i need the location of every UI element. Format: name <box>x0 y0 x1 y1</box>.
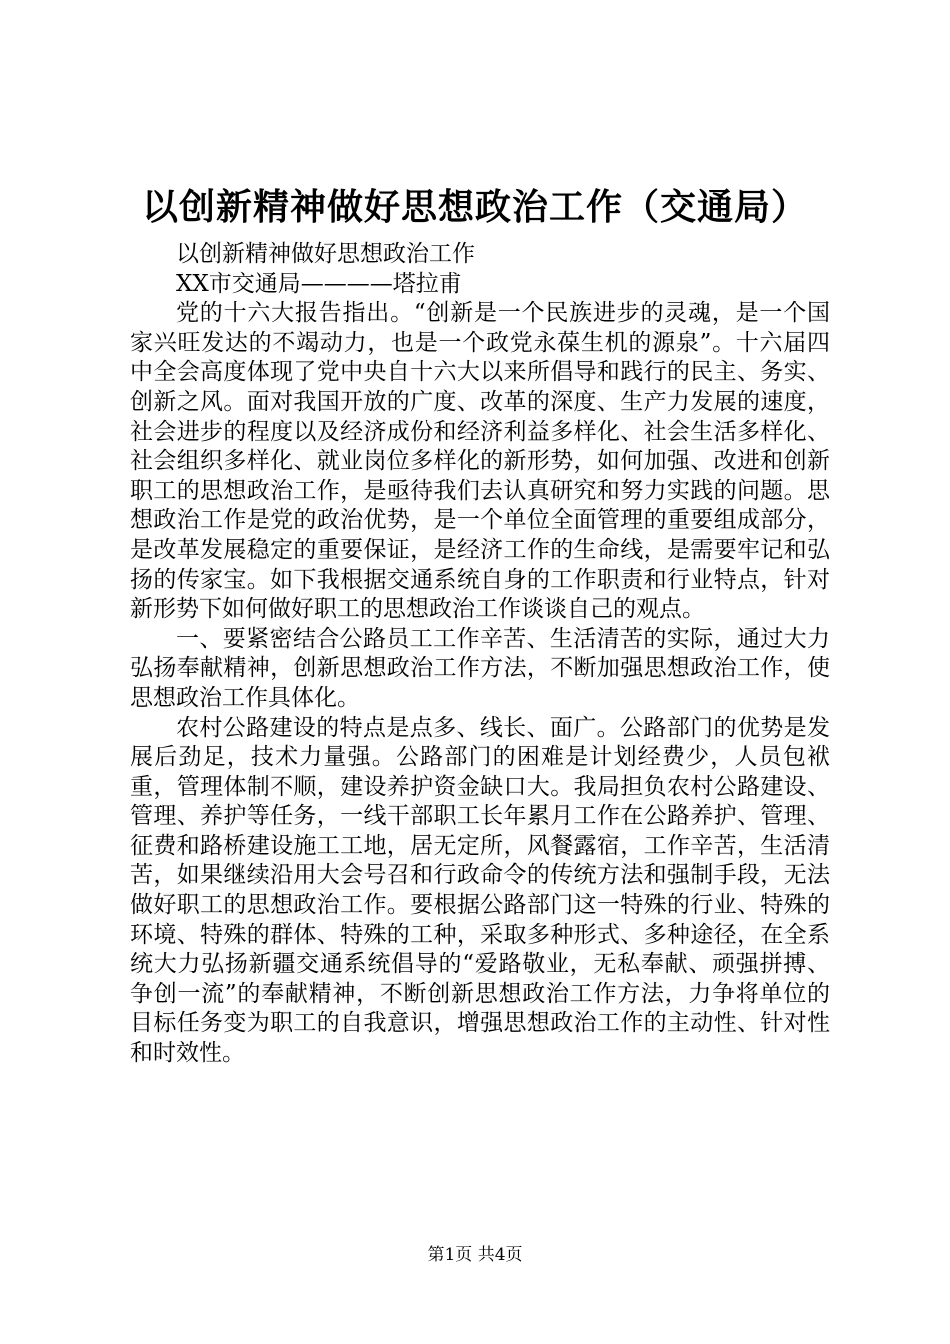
author-line: XX市交通局————塔拉甫 <box>176 270 462 297</box>
document-body <box>130 240 830 1069</box>
body-paragraph: 农村公路建设的特点是点多、线长、面广。公路部门的优势是发展后劲足，技术力量强。公路部门的困难是计划经费少，人员包袱重，管理体制不顺，建设养护资金缺口大。我局担负农村公路建设、管理、养护等任务，一线干部职工长年累月工作在公路养护、管理、征费和路桥建设施工工地，居无定所，风餐露宿，工作辛苦，生活清苦，如果继续沿用大会号召和行政命令的传统方法和强制手段，无法做好职工的思想政治工作。要根据公路部门这一特殊的行业、特殊的环境、特殊的群体、特殊的工种，采取多种形式、多种途径，在全系统大力弘扬新疆交通系统倡导的“爱路敬业，无私奉献、顽强拼搏、争创一流”的奉献精神，不断创新思想政治工作方法，力争将单位的目标任务变为职工的自我意识，增强思想政治工作的主动性、针对性和时效性。 <box>130 714 830 1067</box>
page-number: 第1页 共4页 <box>427 1245 523 1265</box>
subtitle-paragraph: 以创新精神做好思想政治工作 <box>176 241 475 267</box>
body-paragraph: 一、要紧密结合公路员工工作辛苦、生活清苦的实际，通过大力弘扬奉献精神，创新思想政治工作方法，不断加强思想政治工作，使思想政治工作具体化。 <box>130 625 830 711</box>
document-title: 以创新精神做好思想政治工作（交通局） <box>141 186 808 228</box>
body-paragraph: 党的十六大报告指出。“创新是一个民族进步的灵魂，是一个国家兴旺发达的不竭动力，也是一个政党永葆生机的源泉”。十六届四中全会高度体现了党中央自十六大以来所倡导和践行的民主、务实、创新之风。面对我国开放的广度、改革的深度、生产力发展的速度，社会进步的程度以及经济成份和经济利益多样化、社会生活多样化、社会组织多样化、就业岗位多样化的新形势，如何加强、改进和创新职工的思想政治工作，是亟待我们去认真研究和努力实践的问题。思想政治工作是党的政治优势，是一个单位全面管理的重要组成部分，是改革发展稳定的重要保证，是经济工作的生命线，是需要牢记和弘扬的传家宝。如下我根据交通系统自身的工作职责和行业特点，针对新形势下如何做好职工的思想政治工作谈谈自己的观点。 <box>130 300 830 623</box>
